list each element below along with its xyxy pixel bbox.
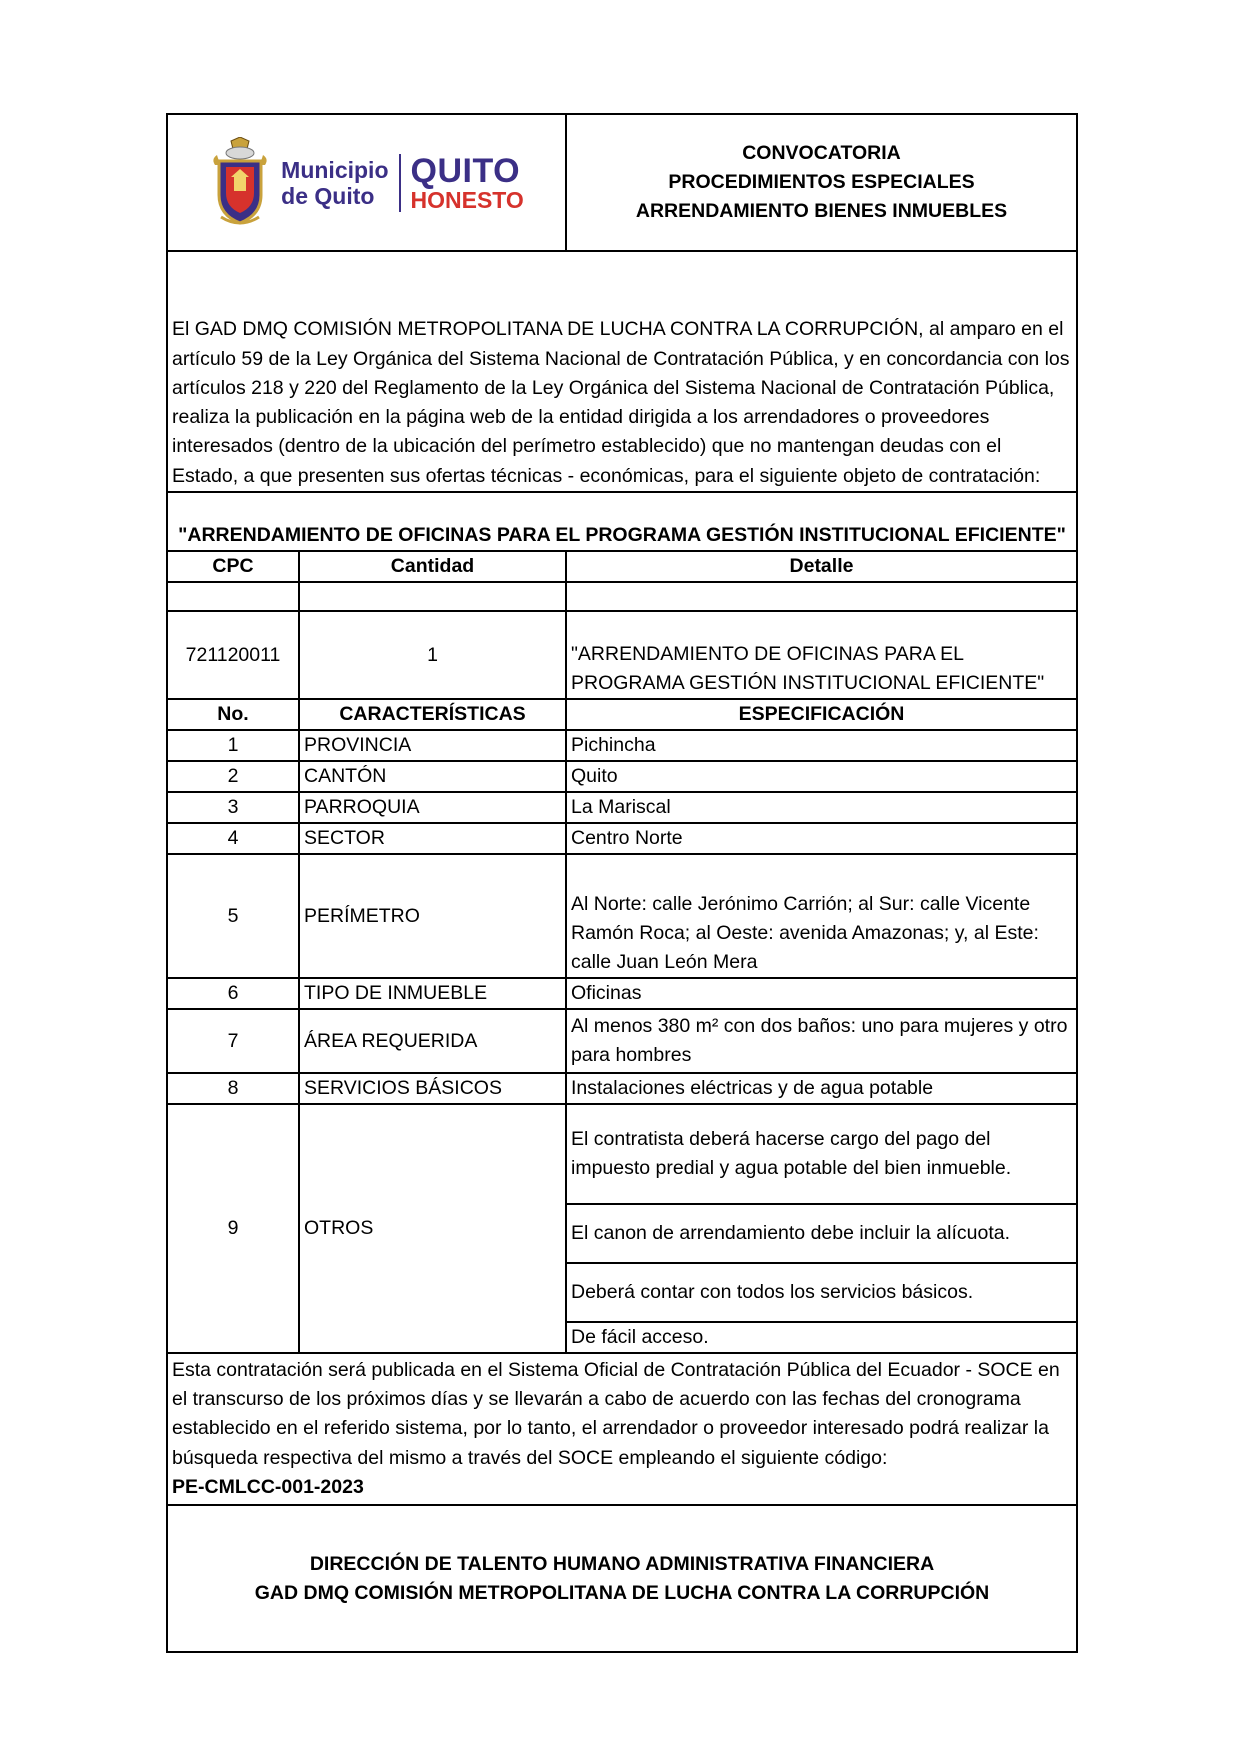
document [166, 113, 1076, 1653]
table-row [167, 823, 1077, 854]
soce-code: PE-CMLCC-001-2023 [172, 1475, 364, 1498]
footer-line-2: GAD DMQ COMISIÓN METROPOLITANA DE LUCHA CONTRA LA CORRUPCIÓN [254, 1581, 990, 1604]
empty-cell [566, 582, 1077, 611]
row-number: 8 [167, 1073, 299, 1104]
empty-cell [167, 582, 299, 611]
table-row [167, 730, 1077, 761]
otros-spec-4: De fácil acceso. [566, 1322, 1077, 1353]
publication-text: Esta contratación será publicada en el Sistema Oficial de Contratación Pública del Ecuador - SOCE en el transcurso de los próximos días y se llevarán a cabo de acuerdo con las fechas del cronograma establecido en el referido sistema, por lo tanto, el arrendador o proveedor interesado podrá realizar la búsqueda respectiva del mismo a través del SOCE empleando el siguiente código: [172, 1358, 1060, 1469]
row-number: 2 [167, 761, 299, 792]
detalle-value: "ARRENDAMIENTO DE OFICINAS PARA EL PROGRAMA GESTIÓN INSTITUCIONAL EFICIENTE" [566, 611, 1077, 699]
row-characteristic: PERÍMETRO [299, 854, 566, 978]
coat-of-arms-icon [209, 137, 271, 229]
quito-word: QUITO [410, 151, 521, 190]
row-specification: Quito [566, 761, 1077, 792]
municipio-text [281, 157, 388, 209]
cantidad-value: 1 [299, 611, 566, 699]
row-number: 6 [167, 978, 299, 1009]
especificacion-header: ESPECIFICACIÓN [566, 699, 1077, 730]
row-specification: Instalaciones eléctricas y de agua potable [566, 1073, 1077, 1104]
title-line-3: ARRENDAMIENTO BIENES INMUEBLES [635, 200, 1008, 222]
cpc-value: 721120011 [167, 611, 299, 699]
municipio-line2: de Quito [281, 182, 375, 209]
title-line-2: PROCEDIMIENTOS ESPECIALES [668, 171, 975, 193]
row-specification: Oficinas [566, 978, 1077, 1009]
row-number: 4 [167, 823, 299, 854]
row-characteristic: OTROS [299, 1104, 566, 1353]
title-line-1: CONVOCATORIA [742, 142, 901, 164]
table-row-otros [167, 1104, 1077, 1204]
table-row [167, 978, 1077, 1009]
row-characteristic: SECTOR [299, 823, 566, 854]
table-row [167, 792, 1077, 823]
empty-cell [299, 582, 566, 611]
cpc-header: CPC [167, 551, 299, 582]
convocatoria-table [166, 113, 1078, 1653]
logo-divider [399, 154, 401, 212]
row-number: 1 [167, 730, 299, 761]
intro-paragraph: El GAD DMQ COMISIÓN METROPOLITANA DE LUCHA CONTRA LA CORRUPCIÓN, al amparo en el artículo 59 de la Ley Orgánica del Sistema Nacional de Contratación Pública, y en concordancia con los artículos 218 y 220 del Reglamento de la Ley Orgánica del Sistema Nacional de Contratación Pública, realiza la publicación en la página web de la entidad dirigida a los arrendadores o proveedores interesados (dentro de la ubicación del perímetro establecido) que no mantengan deudas con el Estado, a que presenten sus ofertas técnicas - económicas, para el siguiente objeto de contratación: [167, 251, 1077, 492]
logo-cell [167, 114, 566, 251]
detalle-header: Detalle [566, 551, 1077, 582]
row-characteristic: SERVICIOS BÁSICOS [299, 1073, 566, 1104]
quito-honesto-text [410, 151, 524, 213]
row-specification: La Mariscal [566, 792, 1077, 823]
row-number: 3 [167, 792, 299, 823]
row-specification: Centro Norte [566, 823, 1077, 854]
signature-block [167, 1505, 1077, 1652]
row-characteristic: TIPO DE INMUEBLE [299, 978, 566, 1009]
publication-notice [167, 1353, 1077, 1505]
otros-spec-1: El contratista deberá hacerse cargo del pago del impuesto predial y agua potable del bien inmueble. [566, 1104, 1077, 1204]
table-row [167, 1009, 1077, 1073]
otros-spec-3: Deberá contar con todos los servicios básicos. [566, 1263, 1077, 1322]
row-characteristic: PROVINCIA [299, 730, 566, 761]
row-number: 9 [167, 1104, 299, 1353]
row-specification: Al menos 380 m² con dos baños: uno para mujeres y otro para hombres [566, 1009, 1077, 1073]
row-characteristic: CANTÓN [299, 761, 566, 792]
row-specification: Pichincha [566, 730, 1077, 761]
row-number: 5 [167, 854, 299, 978]
row-characteristic: ÁREA REQUERIDA [299, 1009, 566, 1073]
honesto-word: HONESTO [410, 186, 524, 213]
no-header: No. [167, 699, 299, 730]
header-title [566, 114, 1077, 251]
table-row [167, 1073, 1077, 1104]
table-row [167, 854, 1077, 978]
table-row [167, 761, 1077, 792]
municipio-logo [172, 137, 561, 229]
otros-spec-2: El canon de arrendamiento debe incluir la alícuota. [566, 1204, 1077, 1263]
cantidad-header: Cantidad [299, 551, 566, 582]
municipio-line1: Municipio [281, 156, 389, 183]
row-specification: Al Norte: calle Jerónimo Carrión; al Sur: calle Vicente Ramón Roca; al Oeste: avenida Amazonas; y, al Este: calle Juan León Mera [566, 854, 1077, 978]
footer-line-1: DIRECCIÓN DE TALENTO HUMANO ADMINISTRATIVA FINANCIERA [309, 1552, 935, 1575]
object-title: "ARRENDAMIENTO DE OFICINAS PARA EL PROGRAMA GESTIÓN INSTITUCIONAL EFICIENTE" [167, 492, 1077, 551]
row-characteristic: PARROQUIA [299, 792, 566, 823]
caracteristicas-header: CARACTERÍSTICAS [299, 699, 566, 730]
row-number: 7 [167, 1009, 299, 1073]
